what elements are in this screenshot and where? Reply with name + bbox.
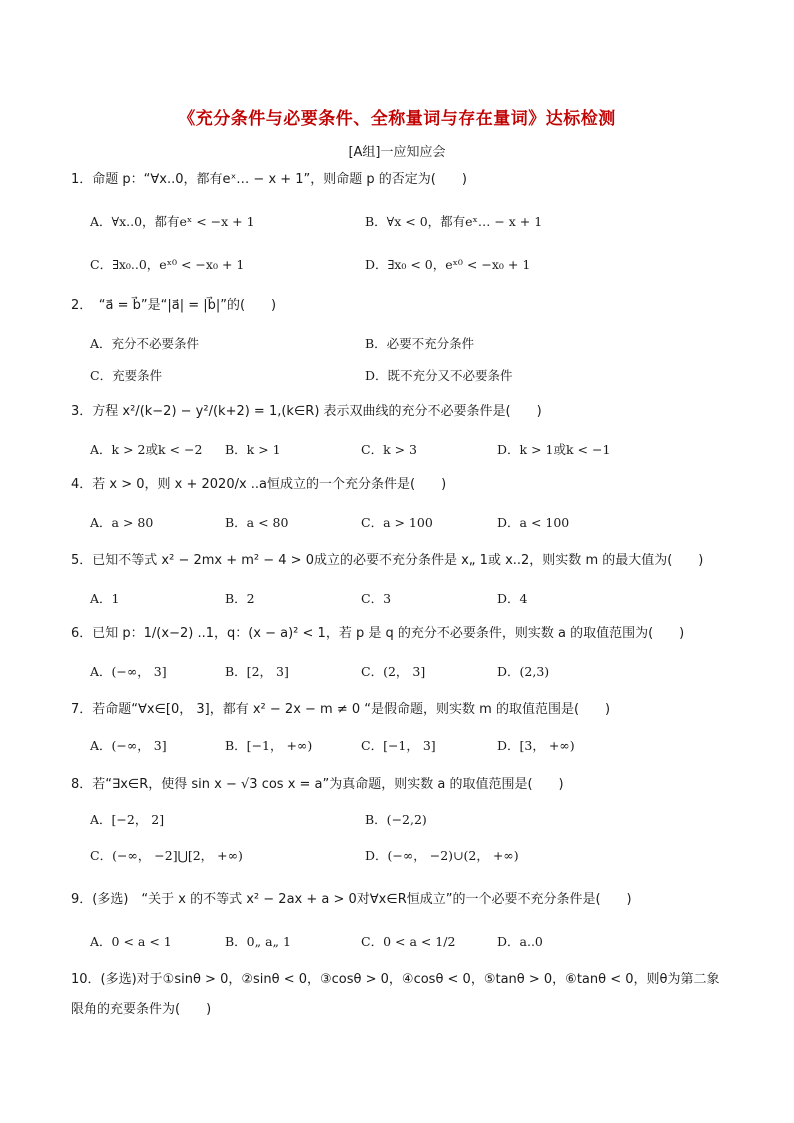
section-subtitle: [A组]一应知应会 xyxy=(348,145,446,160)
question-1-option-a: A．∀x..0，都有eˣ < −x + 1 xyxy=(90,214,255,229)
question-2-option-c: C．充要条件 xyxy=(90,368,163,383)
question-4-option-b: B．a < 80 xyxy=(225,515,289,530)
question-2-option-d: D．既不充分又不必要条件 xyxy=(365,368,513,383)
question-9-option-a: A．0 < a < 1 xyxy=(90,934,172,949)
question-5-option-b: B．2 xyxy=(225,591,255,606)
question-5-option-a: A．1 xyxy=(90,591,120,606)
question-8-option-a: A．[−2， 2] xyxy=(90,812,165,827)
question-2-option-b: B．必要不充分条件 xyxy=(365,336,475,351)
question-8-stem: 8．若“∃x∈R，使得 sin x − √3 cos x = a”为真命题，则实数 a 的取值范围是( ) xyxy=(71,777,564,792)
question-2-stem: 2． “a⃗ = b⃗”是“|a⃗| = |b⃗|”的( ) xyxy=(71,298,277,313)
question-4-option-a: A．a > 80 xyxy=(90,515,154,530)
question-9-option-b: B．0„ a„ 1 xyxy=(225,934,291,949)
question-4-option-c: C．a > 100 xyxy=(361,515,433,530)
question-7-option-b: B．[−1， +∞) xyxy=(225,738,313,753)
question-10-stem: 10．(多选)对于①sinθ > 0，②sinθ < 0，③cosθ > 0，④cosθ < 0，⑤tanθ > 0，⑥tanθ < 0，则θ为第二象限角的充要条件为( ) xyxy=(71,972,720,1017)
question-6-option-c: C．(2， 3] xyxy=(361,664,426,679)
question-7-option-a: A．(−∞， 3] xyxy=(90,738,167,753)
question-1-option-c: C．∃x₀..0，eˣ⁰ < −x₀ + 1 xyxy=(90,257,245,272)
question-5-option-c: C．3 xyxy=(361,591,392,606)
question-7-option-d: D．[3， +∞) xyxy=(497,738,575,753)
document-title: 《充分条件与必要条件、全称量词与存在量词》达标检测 xyxy=(178,109,616,129)
question-2-option-a: A．充分不必要条件 xyxy=(90,336,200,351)
question-7-stem: 7．若命题“∀x∈[0， 3]，都有 x² − 2x − m ≠ 0 “是假命题，则实数 m 的取值范围是( ) xyxy=(71,702,611,717)
question-6-stem: 6．已知 p：1/(x−2) ..1，q：(x − a)² < 1，若 p 是 q 的充分不必要条件，则实数 a 的取值范围为( ) xyxy=(71,626,685,641)
question-9-option-d: D．a..0 xyxy=(497,934,543,949)
question-4-stem: 4．若 x > 0，则 x + 2020/x ..a恒成立的一个充分条件是( ) xyxy=(71,477,447,492)
question-8-option-d: D．(−∞， −2)∪(2， +∞) xyxy=(365,848,519,863)
question-7-option-c: C．[−1， 3] xyxy=(361,738,436,753)
question-6-option-b: B．[2， 3] xyxy=(225,664,289,679)
question-8-option-c: C．(−∞， −2]⋃[2， +∞) xyxy=(90,848,243,863)
question-1-option-b: B．∀x < 0，都有eˣ… − x + 1 xyxy=(365,214,543,229)
question-1-stem: 1．命题 p：“∀x..0，都有eˣ… − x + 1”，则命题 p 的否定为( ) xyxy=(71,172,467,187)
question-3-option-c: C．k > 3 xyxy=(361,442,418,457)
question-5-stem: 5．已知不等式 x² − 2mx + m² − 4 > 0成立的必要不充分条件是 x„ 1或 x..2，则实数 m 的最大值为( ) xyxy=(71,553,704,568)
question-6-option-a: A．(−∞， 3] xyxy=(90,664,167,679)
question-9-stem: 9．(多选) “关于 x 的不等式 x² − 2ax + a > 0对∀x∈R恒成立”的一个必要不充分条件是( ) xyxy=(71,892,632,907)
question-3-stem: 3．方程 x²/(k−2) − y²/(k+2) = 1,(k∈R) 表示双曲线的充分不必要条件是( ) xyxy=(71,404,542,419)
question-3-option-d: D．k > 1或k < −1 xyxy=(497,442,611,457)
question-3-option-b: B．k > 1 xyxy=(225,442,281,457)
question-6-option-d: D．(2,3) xyxy=(497,664,550,679)
question-9-option-c: C．0 < a < 1/2 xyxy=(361,934,456,949)
question-1-option-d: D．∃x₀ < 0，eˣ⁰ < −x₀ + 1 xyxy=(365,257,531,272)
question-5-option-d: D．4 xyxy=(497,591,528,606)
question-8-option-b: B．(−2,2) xyxy=(365,812,427,827)
question-4-option-d: D．a < 100 xyxy=(497,515,570,530)
question-3-option-a: A．k > 2或k < −2 xyxy=(90,442,203,457)
